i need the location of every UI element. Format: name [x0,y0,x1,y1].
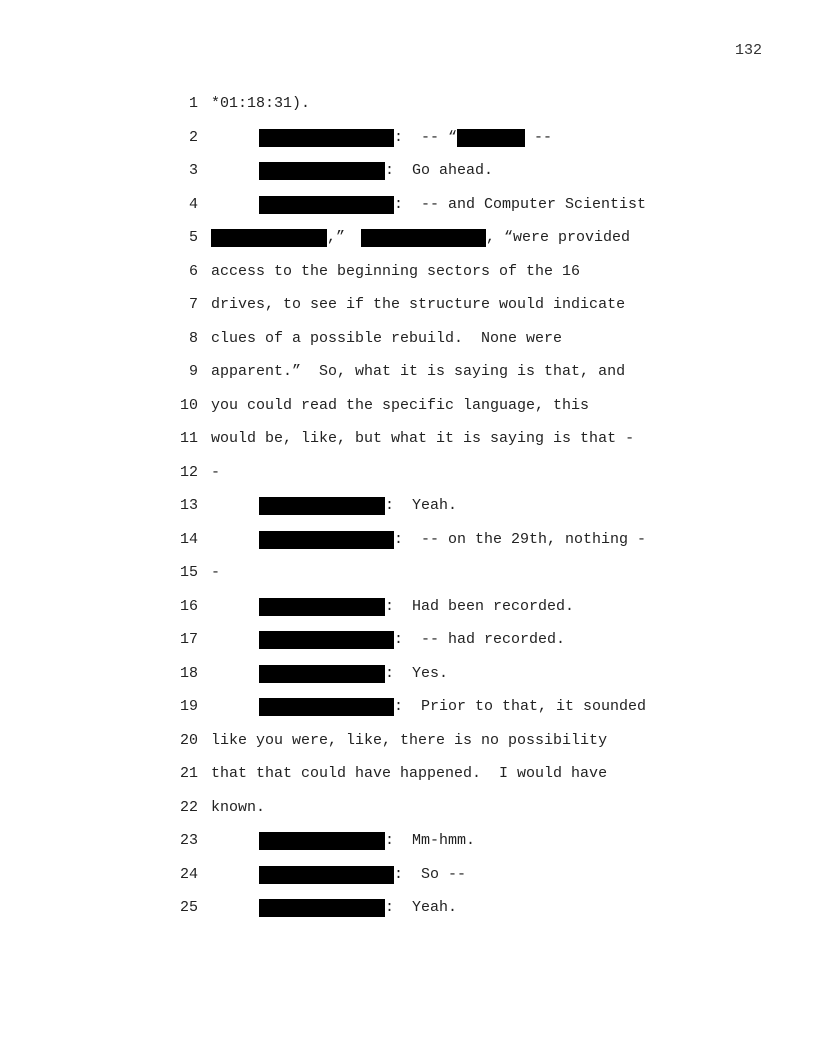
line-number: 7 [188,296,198,313]
line-text-segment: : -- “ [394,128,458,146]
transcript-line [0,325,816,358]
line-text [211,224,630,252]
line-text [259,861,466,889]
line-number: 24 [179,865,198,883]
line-text-segment: , “were provided [486,229,631,246]
line-text [259,593,574,621]
line-text-segment: like you were, like, there is no possibility [211,731,608,749]
redaction-block [361,229,486,247]
speaker-redaction [259,497,385,515]
line-number: 16 [179,597,198,615]
line-number: 21 [179,765,198,782]
transcript-line [0,191,816,224]
line-text [211,358,625,386]
transcript-line [0,459,816,492]
line-number: 18 [179,664,198,682]
line-text-segment: known. [211,798,266,816]
line-number: 19 [179,698,198,715]
speaker-redaction [259,129,394,147]
speaker-redaction [259,866,394,884]
line-text [259,693,646,721]
line-text-segment: : Yeah. [385,899,458,916]
transcript-line [0,157,816,190]
line-text-segment: - [211,564,221,581]
speaker-redaction [259,162,385,180]
line-text-segment: : -- on the 29th, nothing - [394,530,647,548]
line-text-segment: ,” [327,229,346,246]
line-text [211,459,220,487]
line-text-segment: that that could have happened. I would have [211,765,608,782]
line-text-segment: : Prior to that, it sounded [394,698,647,715]
speaker-redaction [259,832,385,850]
transcript-line [0,492,816,525]
line-number: 10 [179,396,198,414]
speaker-redaction [259,531,394,549]
redaction-block [457,129,525,147]
speaker-redaction [259,665,385,683]
line-text-segment: access to the beginning sectors of the 16 [211,262,581,280]
line-text [259,492,457,520]
line-number: 15 [179,564,198,581]
line-number: 12 [179,463,198,481]
line-text [259,191,646,219]
transcript-line [0,894,816,927]
line-text-segment: : -- and Computer Scientist [394,195,647,213]
transcript-line [0,425,816,458]
speaker-redaction [259,598,385,616]
line-number: 5 [188,229,198,246]
line-number: 14 [179,530,198,548]
transcript-line [0,526,816,559]
line-text [259,124,552,152]
line-text-segment: would be, like, but what it is saying is that - [211,430,635,447]
line-text-segment: -- [525,128,553,146]
line-text [211,727,607,755]
transcript-line [0,593,816,626]
line-text-segment: *01:18:31). [211,95,311,112]
line-number: 13 [179,497,198,514]
transcript-line [0,124,816,157]
line-number: 3 [188,162,198,179]
line-number: 4 [188,195,198,213]
line-text [211,258,580,286]
line-text-segment: you could read the specific language, this [211,396,590,414]
line-number: 6 [188,262,198,280]
line-text [211,559,220,587]
speaker-redaction [259,698,394,716]
line-text [211,325,562,353]
line-number: 17 [179,631,198,648]
line-text-segment: : So -- [394,865,467,883]
line-text-segment: : Mm-hmm. [385,832,476,849]
redaction-block [211,229,327,247]
transcript-line [0,90,816,123]
line-text [211,760,607,788]
line-number: 9 [188,363,198,380]
line-text [211,794,265,822]
line-text-segment: : Yeah. [385,497,458,514]
line-text-segment: : Yes. [385,664,449,682]
line-text [259,894,457,922]
transcript-line [0,258,816,291]
transcript-line [0,660,816,693]
speaker-redaction [259,631,394,649]
transcript-line [0,224,816,257]
transcript-line [0,693,816,726]
speaker-redaction [259,196,394,214]
line-number: 20 [179,731,198,749]
line-text [259,827,475,855]
line-number: 8 [188,329,198,347]
line-text-segment: clues of a possible rebuild. None were [211,329,563,347]
transcript-line [0,291,816,324]
line-text-segment: - [211,463,221,481]
line-text [259,626,565,654]
line-text [259,157,493,185]
line-number: 25 [179,899,198,916]
line-text-segment: : Go ahead. [385,162,494,179]
transcript-line [0,559,816,592]
line-text-segment: : Had been recorded. [385,597,575,615]
line-text [211,291,625,319]
line-number: 23 [179,832,198,849]
transcript-line [0,392,816,425]
transcript-line [0,626,816,659]
transcript-line [0,827,816,860]
transcript-line [0,760,816,793]
line-number: 22 [179,798,198,816]
transcript-line [0,358,816,391]
line-text [259,660,448,688]
transcript-line [0,794,816,827]
line-text [259,526,646,554]
line-number: 1 [188,95,198,112]
line-text [211,392,589,420]
line-text-segment: : -- had recorded. [394,631,566,648]
speaker-redaction [259,899,385,917]
transcript-line [0,861,816,894]
line-text [211,90,310,118]
line-number: 11 [179,430,198,447]
line-text-segment: apparent.” So, what it is saying is that, and [211,363,626,380]
line-text-segment: drives, to see if the structure would indicate [211,296,626,313]
page-number: 132 [734,42,762,59]
line-number: 2 [188,128,198,146]
transcript-line [0,727,816,760]
line-text [211,425,634,453]
